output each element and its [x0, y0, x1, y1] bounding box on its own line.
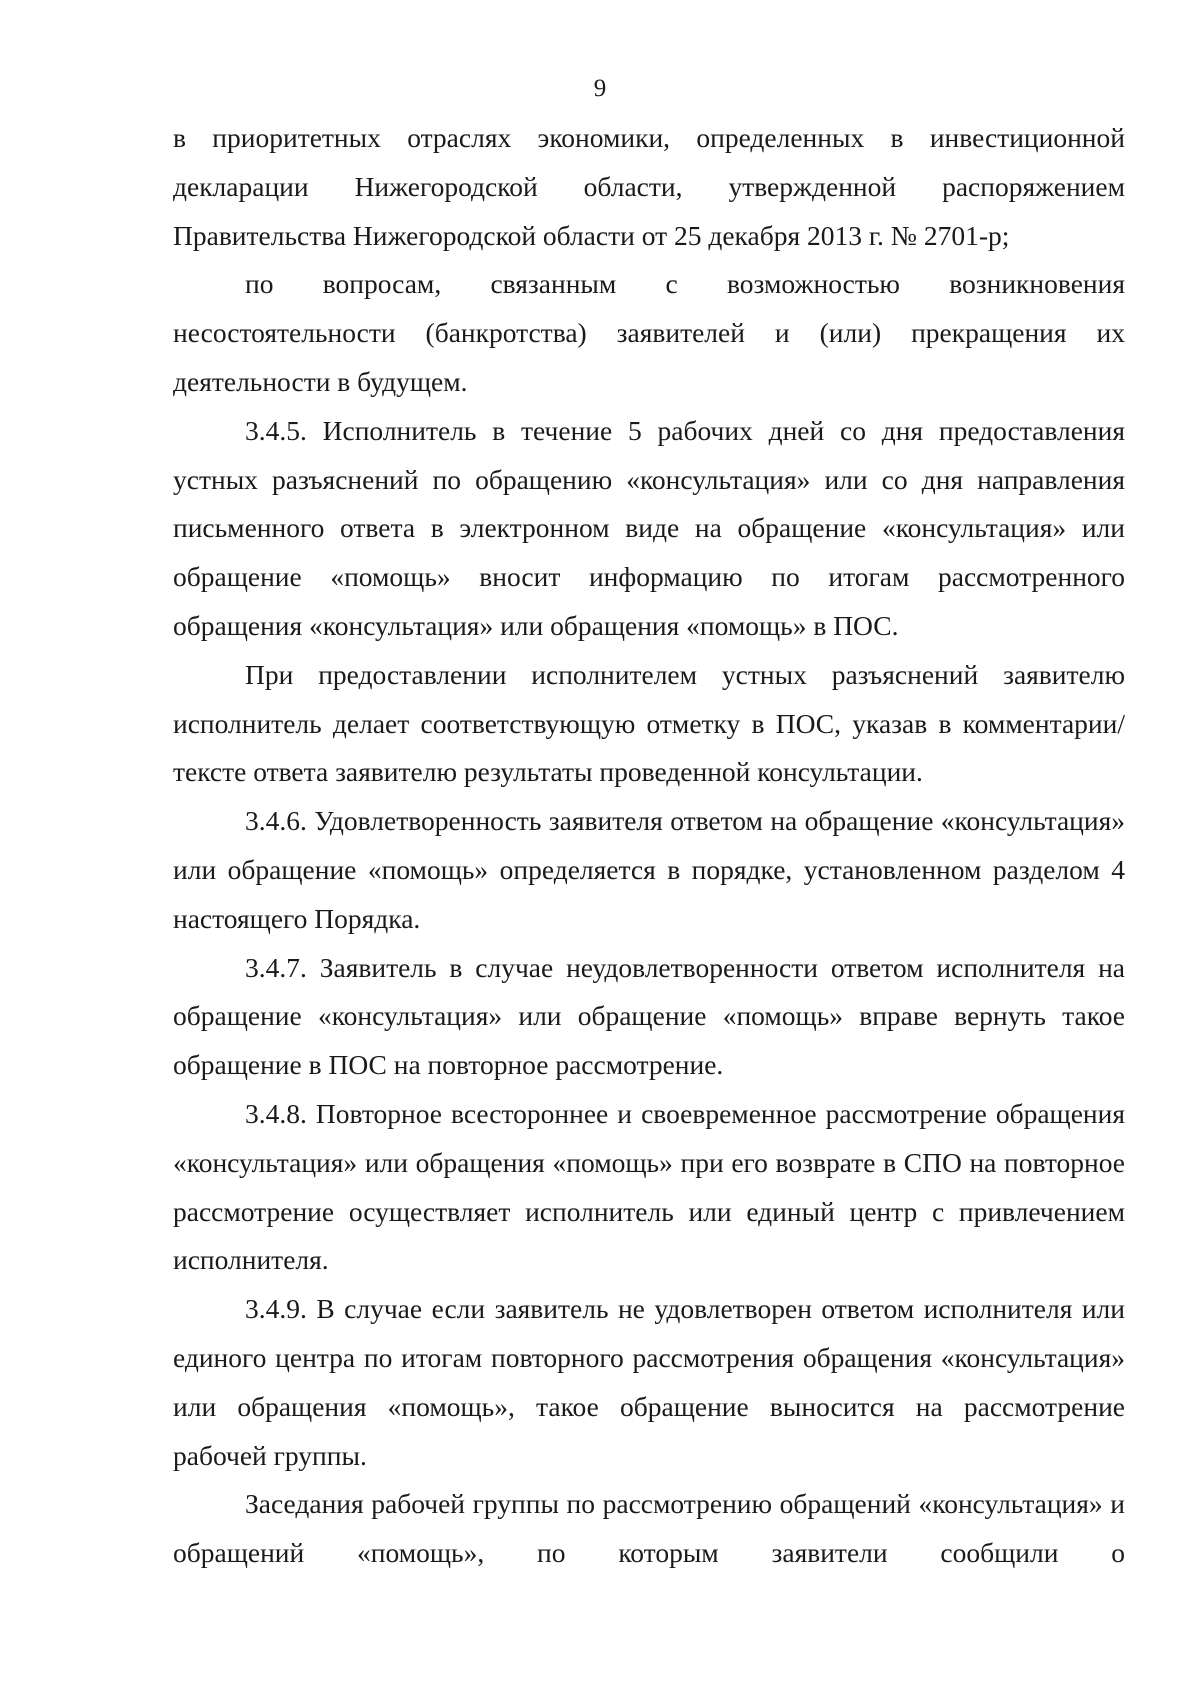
paragraph-working-group-meetings: Заседания рабочей группы по рассмотрению обращений «консультация» и обращений «помощь», по которым заявители сообщили о	[173, 1488, 1125, 1569]
page-number: 9	[593, 75, 607, 102]
paragraph-continuation: в приоритетных отраслях экономики, определенных в инвестиционной декларации Нижегородской области, утвержденной распоряжением Правительства Нижегородской области от 25 декабря 2013 г. № 2701-р;	[173, 122, 1125, 251]
paragraph-oral-explanations: При предоставлении исполнителем устных разъяснений заявителю исполнитель делает соответствующую отметку в ПОС, указав в комментарии/тексте ответа заявителю результаты проведенной консультации.	[173, 658, 1125, 788]
paragraph-3-4-7: 3.4.7. Заявитель в случае неудовлетворенности ответом исполнителя на обращение «консультация» или обращение «помощь» вправе вернуть такое обращение в ПОС на повторное рассмотрение.	[173, 951, 1125, 1081]
paragraph-bankruptcy: по вопросам, связанным с возможностью возникновения несостоятельности (банкротства) заявителей и (или) прекращения их деятельности в будущем.	[173, 268, 1125, 397]
document-body	[173, 114, 1125, 1578]
paragraph-3-4-6: 3.4.6. Удовлетворенность заявителя ответом на обращение «консультация» или обращение «помощь» определяется в порядке, установленном разделом 4 настоящего Порядка.	[173, 805, 1125, 934]
paragraph-3-4-8: 3.4.8. Повторное всестороннее и своевременное рассмотрение обращения «консультация» или обращения «помощь» при его возврате в СПО на повторное рассмотрение осуществляет исполнитель или единый центр с привлечением исполнителя.	[173, 1097, 1125, 1276]
paragraph-3-4-5: 3.4.5. Исполнитель в течение 5 рабочих дней со дня предоставления устных разъяснений по обращению «консультация» или со дня направления письменного ответа в электронном виде на обращение «консультация» или обращение «помощь» вносит информацию по итогам рассмотренного обращения «консультация» или обращения «помощь» в ПОС.	[173, 414, 1125, 641]
paragraph-3-4-9: 3.4.9. В случае если заявитель не удовлетворен ответом исполнителя или единого центра по итогам повторного рассмотрения обращения «консультация» или обращения «помощь», такое обращение выносится на рассмотрение рабочей группы.	[173, 1293, 1125, 1471]
